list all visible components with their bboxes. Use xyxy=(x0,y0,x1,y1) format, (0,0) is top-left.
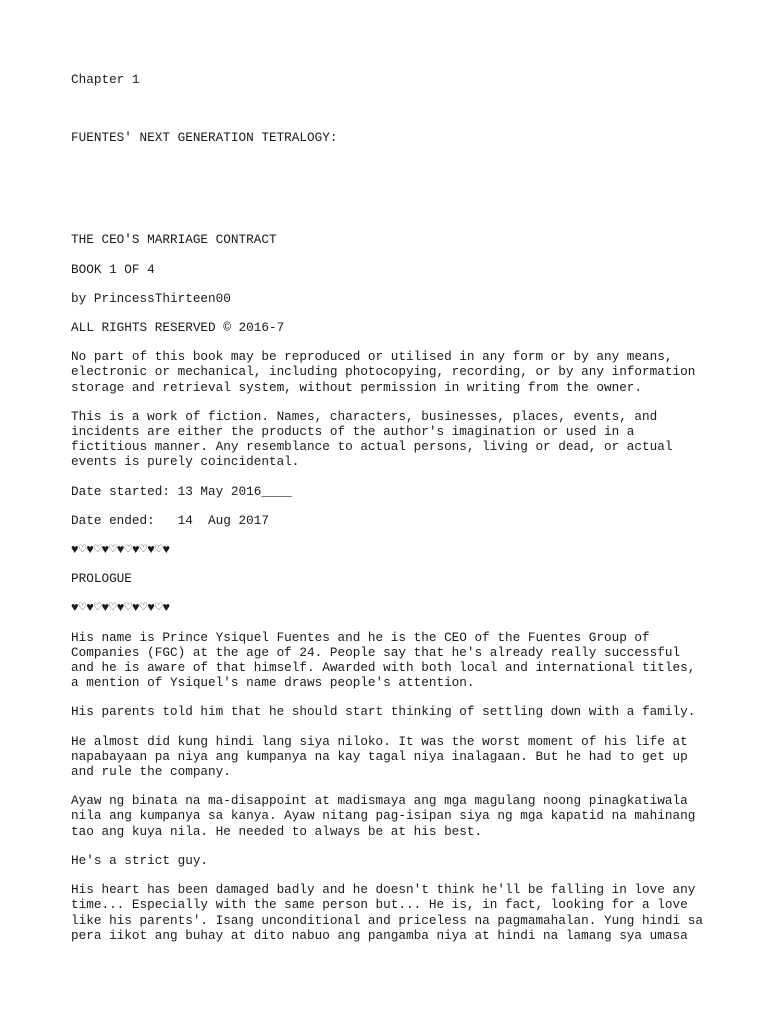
prologue-heading: PROLOGUE xyxy=(71,571,132,587)
heart-divider: ♥♡♥♡♥♡♥♡♥♡♥♡♥ xyxy=(71,542,171,558)
series-title: FUENTES' NEXT GENERATION TETRALOGY: xyxy=(71,130,338,146)
chapter-heading: Chapter 1 xyxy=(71,72,140,87)
book-number: BOOK 1 OF 4 xyxy=(71,261,155,277)
heart-divider: ♥♡♥♡♥♡♥♡♥♡♥♡♥ xyxy=(71,600,171,616)
copyright-notice: No part of this book may be reproduced or utilised in any form or by any means, electronic or mechanical, including photocopying, recording, or by any information storage and retrieval system, without permission in writing from the owner. xyxy=(71,349,696,395)
author-line: by PrincessThirteen00 xyxy=(71,290,231,306)
body-paragraph: Ayaw ng binata na ma-disappoint at madismaya ang mga magulang noong pinagkatiwala nila ang kumpanya sa kanya. Ayaw nitang pag-isipan siya ng mga kapatid na mahinang tao ang kuya nila. He needed to always be at his best. xyxy=(71,793,696,839)
body-paragraph: His heart has been damaged badly and he doesn't think he'll be falling in love any time... Especially with the same person but... He is, in fact, looking for a love like his parents'. Isang unconditional and priceless na pagmamahalan. Yung hindi sa pera iikot ang buhay at dito nabuo ang pangamba niya at hindi na lamang sya umasa xyxy=(71,882,703,943)
fiction-notice: This is a work of fiction. Names, characters, businesses, places, events, and incidents are either the products of the author's imagination or used in a fictitious manner. Any resemblance to actual persons, living or dead, or actual events is purely coincidental. xyxy=(71,408,673,470)
rights-line: ALL RIGHTS RESERVED © 2016-7 xyxy=(71,320,285,336)
document-page xyxy=(71,72,711,943)
date-started: Date started: 13 May 2016____ xyxy=(71,483,292,499)
body-paragraph: He almost did kung hindi lang siya niloko. It was the worst moment of his life at napabayaan pa niya ang kumpanya na kay tagal niya inalagaan. But he had to get up and rule the company. xyxy=(71,733,688,780)
body-paragraph: His name is Prince Ysiquel Fuentes and he is the CEO of the Fuentes Group of Companies (FGC) at the age of 24. People say that he's already really successful and he is aware of that himself. Awarded with both local and international titles, a mention of Ysiquel's name draws people's attention. xyxy=(71,629,696,691)
body-paragraph: His parents told him that he should start thinking of settling down with a family. xyxy=(71,704,696,720)
book-title: THE CEO'S MARRIAGE CONTRACT xyxy=(71,232,277,248)
body-paragraph: He's a strict guy. xyxy=(71,852,209,868)
date-ended: Date ended: 14 Aug 2017 xyxy=(71,512,269,528)
